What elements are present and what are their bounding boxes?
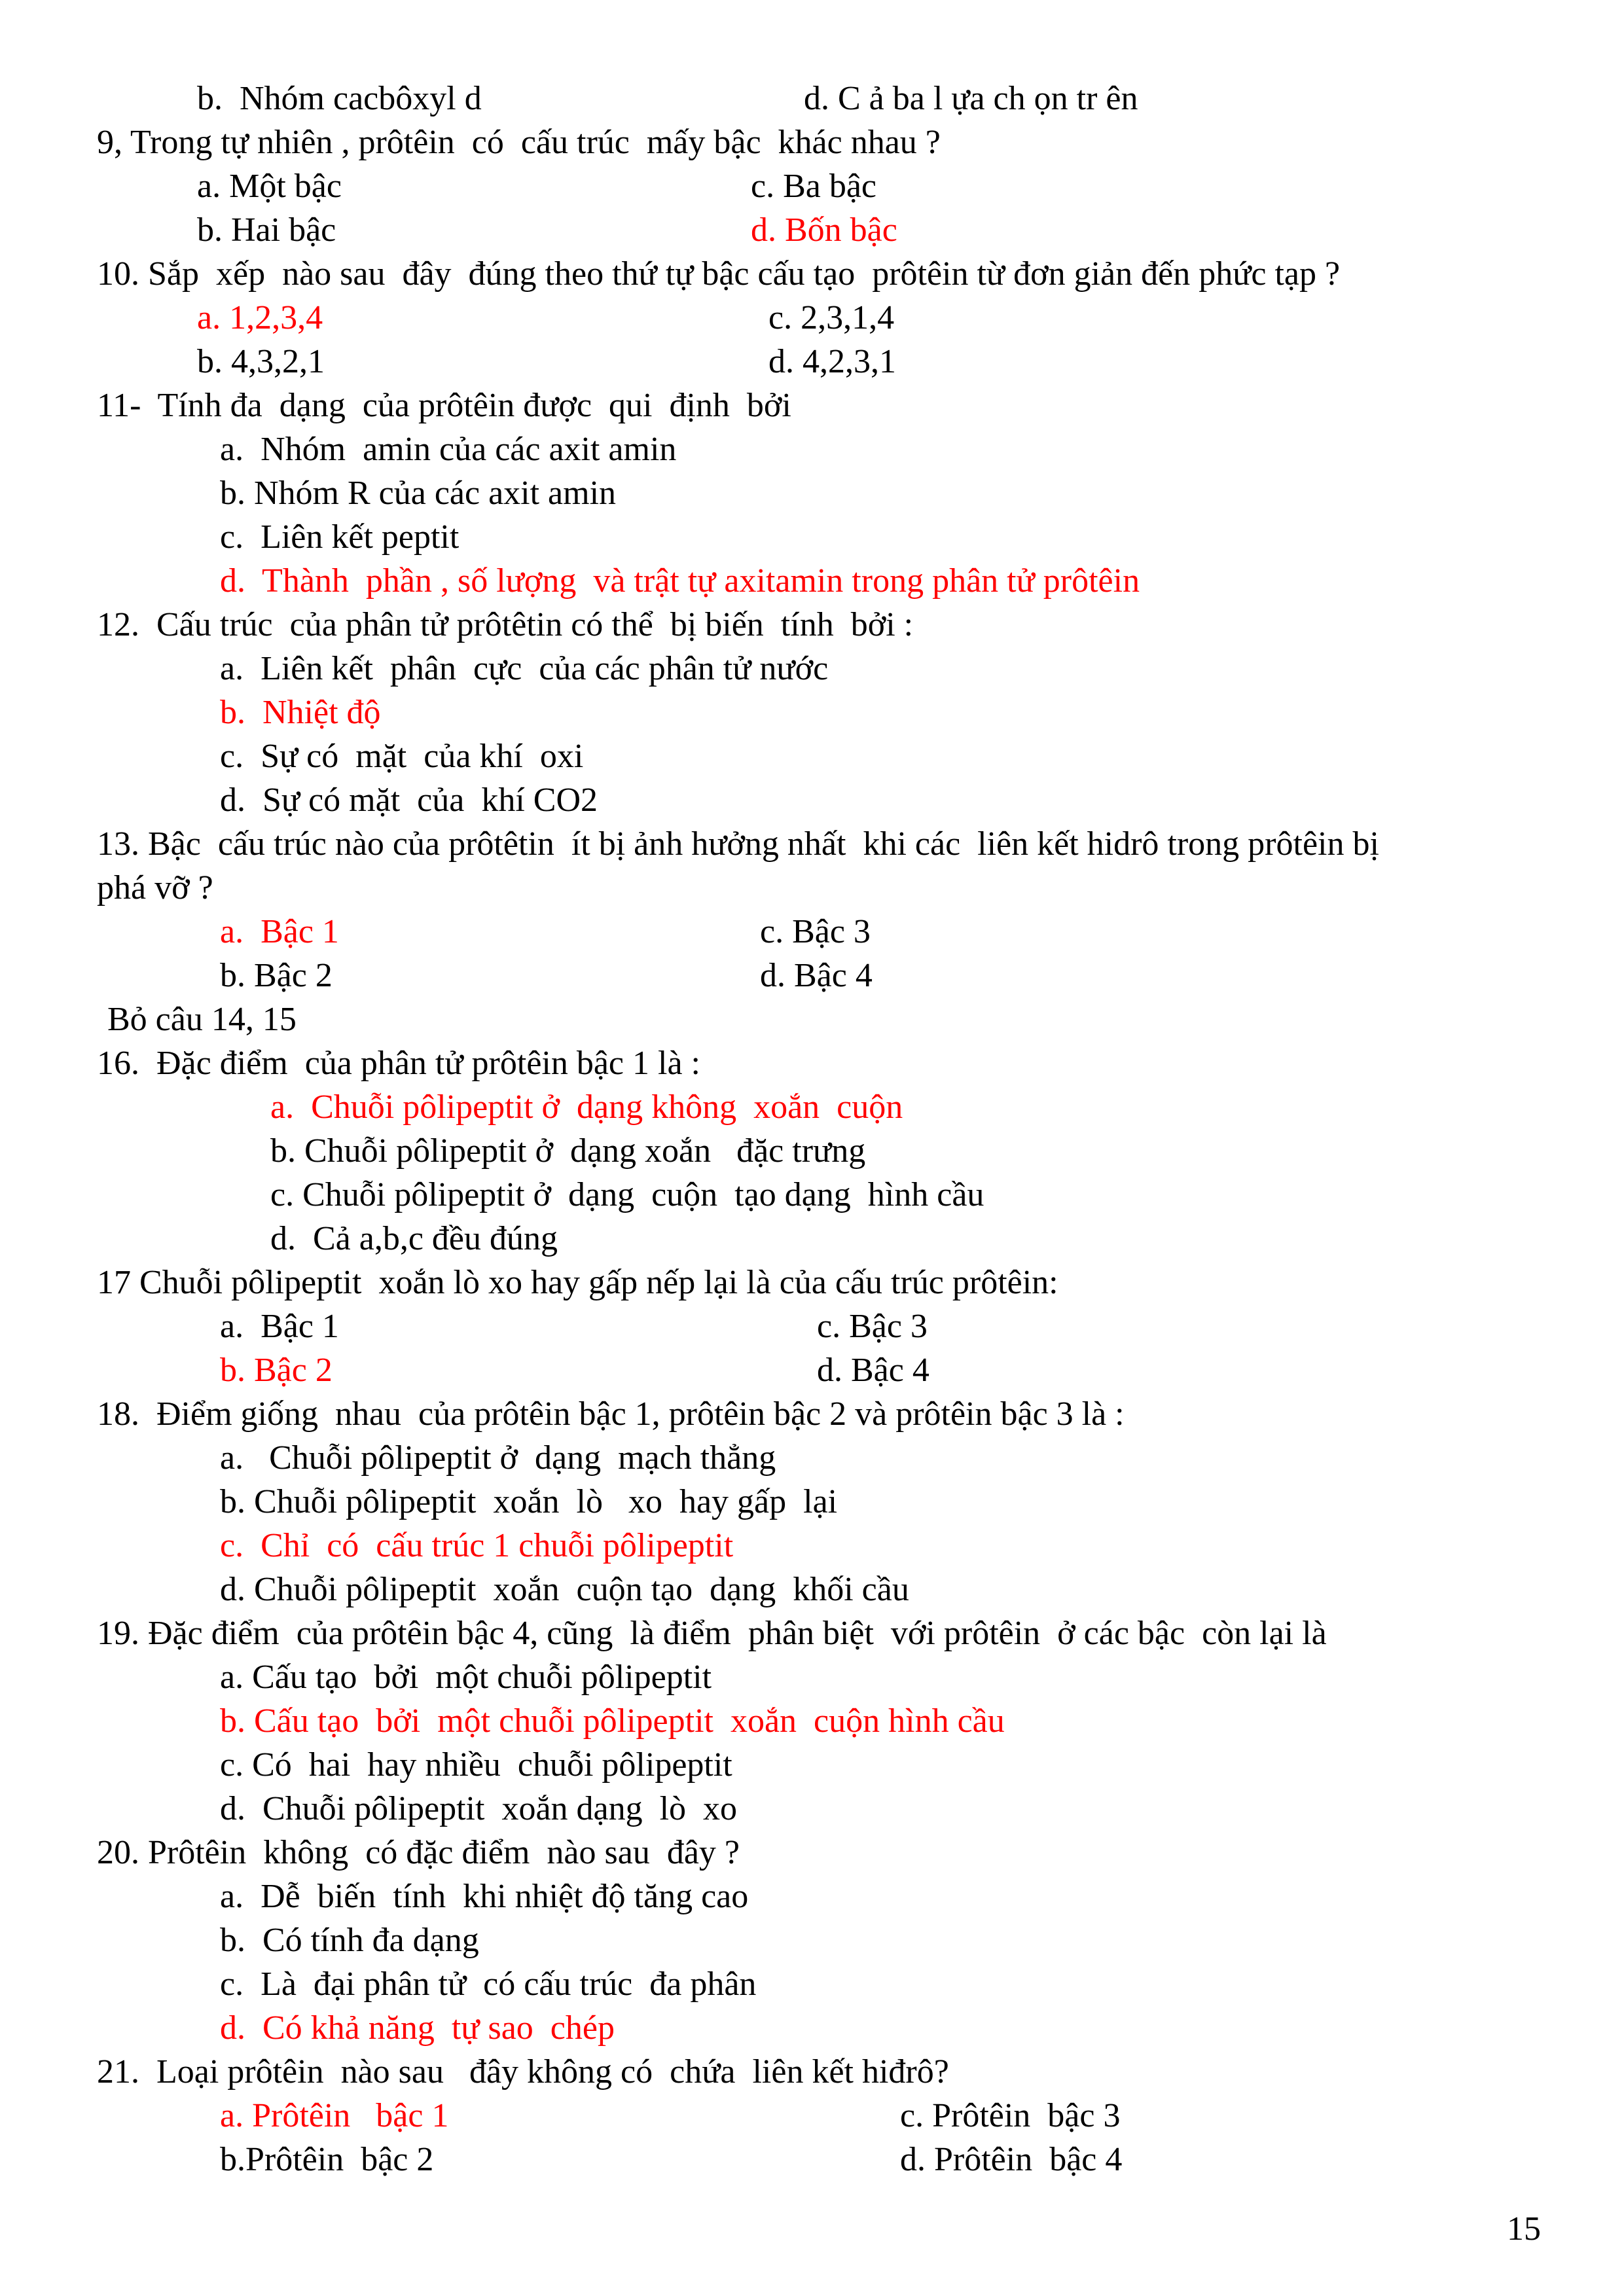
q9-option-b: b. Hai bậc [197, 211, 336, 249]
q17-option-d: d. Bậc 4 [817, 1352, 929, 1389]
question-21: 21. Loại prôtêin nào sau đây không có chứa liên kết hiđrô? [97, 2053, 949, 2090]
q16-option-d: d. Cả a,b,c đều đúng [270, 1220, 558, 1257]
q20-option-c: c. Là đại phân tử có cấu trúc đa phân [220, 1965, 757, 2003]
question-16: 16. Đặc điểm của phân tử prôtêin bậc 1 là : [97, 1045, 700, 1082]
q16-option-c: c. Chuỗi pôlipeptit ở dạng cuộn tạo dạng hình cầu [270, 1176, 984, 1213]
q13-option-d: d. Bậc 4 [760, 957, 873, 994]
q19-option-b: b. Cấu tạo bởi một chuỗi pôlipeptit xoắn cuộn hình cầu [220, 1702, 1005, 1740]
q9-option-d: d. Bốn bậc [751, 211, 897, 249]
question-12: 12. Cấu trúc của phân tử prôtêtin có thể bị biến tính bởi : [97, 606, 914, 643]
q17-option-c: c. Bậc 3 [817, 1308, 928, 1345]
question-17: 17 Chuỗi pôlipeptit xoắn lò xo hay gấp nếp lại là của cấu trúc prôtêin: [97, 1264, 1058, 1301]
question-20: 20. Prôtêin không có đặc điểm nào sau đây ? [97, 1834, 740, 1871]
question-11: 11- Tính đa dạng của prôtêin được qui định bởi [97, 387, 791, 424]
q12-option-a: a. Liên kết phân cực của các phân tử nước [220, 650, 829, 687]
q16-option-a: a. Chuỗi pôlipeptit ở dạng không xoắn cuộn [270, 1088, 903, 1126]
q18-option-c: c. Chỉ có cấu trúc 1 chuỗi pôlipeptit [220, 1527, 734, 1564]
q10-option-a: a. 1,2,3,4 [197, 299, 323, 336]
q20-option-a: a. Dễ biến tính khi nhiệt độ tăng cao [220, 1878, 749, 1915]
q11-option-b: b. Nhóm R của các axit amin [220, 475, 617, 512]
q12-option-b: b. Nhiệt độ [220, 694, 381, 731]
q9-option-c: c. Ba bậc [751, 168, 877, 205]
q20-option-d: d. Có khả năng tự sao chép [220, 2009, 615, 2047]
q17-option-a: a. Bậc 1 [220, 1308, 339, 1345]
q17-option-b: b. Bậc 2 [220, 1352, 333, 1389]
q21-option-a: a. Prôtêin bậc 1 [220, 2097, 449, 2134]
q12-option-d: d. Sự có mặt của khí CO2 [220, 781, 598, 819]
question-10: 10. Sắp xếp nào sau đây đúng theo thứ tự bậc cấu tạo prôtêin từ đơn giản đến phức tạp ? [97, 255, 1341, 293]
question-18: 18. Điểm giống nhau của prôtêin bậc 1, prôtêin bậc 2 và prôtêin bậc 3 là : [97, 1395, 1125, 1433]
q20-option-b: b. Có tính đa dạng [220, 1922, 479, 1959]
q19-option-d: d. Chuỗi pôlipeptit xoắn dạng lò xo [220, 1790, 738, 1827]
question-9: 9, Trong tự nhiên , prôtêin có cấu trúc mấy bậc khác nhau ? [97, 124, 941, 161]
question-13-cont: phá vỡ ? [97, 869, 213, 906]
question-19: 19. Đặc điểm của prôtêin bậc 4, cũng là điểm phân biệt với prôtêin ở các bậc còn lại là [97, 1615, 1327, 1652]
q10-option-d: d. 4,2,3,1 [768, 343, 896, 380]
q10-option-c: c. 2,3,1,4 [768, 299, 895, 336]
line-8b: b. Nhóm cacbôxyl d [197, 80, 482, 117]
q18-option-a: a. Chuỗi pôlipeptit ở dạng mạch thẳng [220, 1439, 776, 1477]
skip-note: Bỏ câu 14, 15 [107, 1001, 297, 1038]
q9-option-a: a. Một bậc [197, 168, 342, 205]
q13-option-c: c. Bậc 3 [760, 913, 871, 950]
q16-option-b: b. Chuỗi pôlipeptit ở dạng xoắn đặc trưng [270, 1132, 866, 1170]
q19-option-a: a. Cấu tạo bởi một chuỗi pôlipeptit [220, 1659, 712, 1696]
page-number: 15 [1507, 2210, 1541, 2248]
line-8d: d. C ả ba l ựa ch ọn tr ên [804, 80, 1138, 117]
q11-option-a: a. Nhóm amin của các axit amin [220, 431, 677, 468]
question-13: 13. Bậc cấu trúc nào của prôtêtin ít bị ảnh hưởng nhất khi các liên kết hidrô trong prôtêin bị [97, 825, 1379, 863]
q10-option-b: b. 4,3,2,1 [197, 343, 325, 380]
q13-option-b: b. Bậc 2 [220, 957, 333, 994]
q11-option-c: c. Liên kết peptit [220, 518, 460, 556]
q21-option-c: c. Prôtêin bậc 3 [900, 2097, 1121, 2134]
q19-option-c: c. Có hai hay nhiều chuỗi pôlipeptit [220, 1746, 732, 1784]
q18-option-b: b. Chuỗi pôlipeptit xoắn lò xo hay gấp lại [220, 1483, 838, 1520]
q18-option-d: d. Chuỗi pôlipeptit xoắn cuộn tạo dạng khối cầu [220, 1571, 909, 1608]
q21-option-b: b.Prôtêin bậc 2 [220, 2141, 434, 2178]
q12-option-c: c. Sự có mặt của khí oxi [220, 738, 584, 775]
q21-option-d: d. Prôtêin bậc 4 [900, 2141, 1123, 2178]
q11-option-d: d. Thành phần , số lượng và trật tự axitamin trong phân tử prôtêin [220, 562, 1140, 600]
q13-option-a: a. Bậc 1 [220, 913, 339, 950]
